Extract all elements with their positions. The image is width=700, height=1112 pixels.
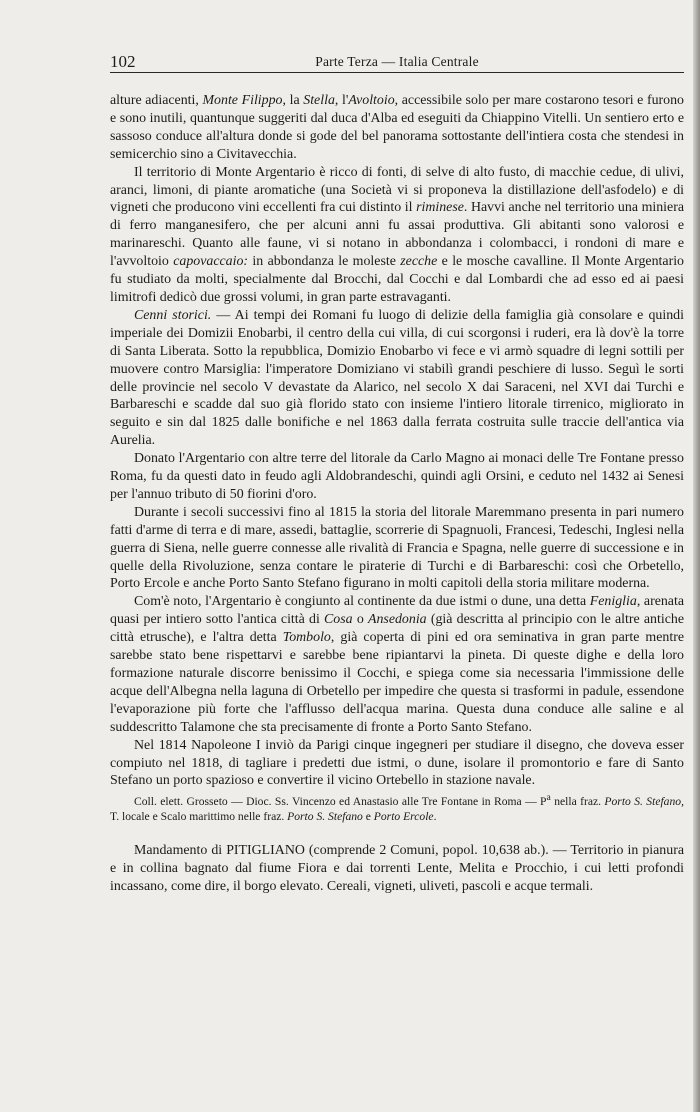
paragraph-durante: Durante i secoli successivi fino al 1815 la storia del litorale Maremmano presenta in pari numero fatti d'arme di terra e di mare, assedi, battaglie, scorrerie di Spagnuoli, Francesi, Tedeschi, Inglesi nella guerra di Siena, nelle guerre connesse alle rivalità di Francia e Spagna, nelle guerre di successione e in quelle della Rivoluzione, senza contare le piraterie di Turchi e di Barbareschi: così che Orbetello, Porto Ercole e anche Porto Santo Stefano figurano in molti capitoli della storia militare moderna.	[110, 504, 684, 592]
paragraph-donato: Donato l'Argentario con altre terre del litorale da Carlo Magno ai monaci delle Tre Fontane presso Roma, fu da questi dato in feudo agli Aldobrandeschi, quindi agli Orsini, e ceduto nel 1432 ai Senesi per l'annuo tributo di 50 fiorini d'oro.	[110, 451, 684, 502]
page-number: 102	[110, 52, 136, 71]
running-title: Parte Terza — Italia Centrale	[315, 54, 479, 69]
paragraph-alture: alture adiacenti, Monte Filippo, la Stella, l'Avoltoio, accessibile solo per mare costarono tesori e furono e sono inutili, quantunque suggeriti dal duca d'Alba ed eseguiti da Chiappino Vitelli. Un sentiero erto e sassoso conduce all'altura donde si gode del bel panorama sottostante dell'intiera costa che stendesi in semicerchio sino a Civitavecchia.	[110, 93, 685, 162]
paragraph-cenni-storici: Cenni storici. — Ai tempi dei Romani fu luogo di delizie della famiglia già consolare e quindi imperiale dei Domizii Enobarbi, il centro della cui villa, di cui scorgonsi i ruderi, era là dov'è la torre di Santa Liberata. Sotto la repubblica, Domizio Enobarbo vi fece e vi armò squadre di legni sottili per muovere contro Marsiglia: l'imperatore Domiziano vi stabilì grandi peschiere di lusso. Seguì le sorti delle provincie nel secolo V devastate da Alarico, nel secolo X dai Saraceni, nel XVI dai Turchi e Barbareschi e scadde dal suo già florido stato con insieme l'intiero litorale tirrenico, migliorato in seguito e sin dal 1825 dalle bonifiche e nel 1863 dalla ferrata costruita sulle traccie dell'antica via Aurelia.	[110, 307, 684, 449]
paragraph-napoleone: Nel 1814 Napoleone I inviò da Parigi cinque ingegneri per studiare il disegno, che doveva esser compiuto nel 1818, di tagliare i predetti due istmi, o dune, isolare il promontorio e fare di Santo Stefano un porto spazioso e convertire il vicino Ortebello in stazione navale.	[110, 737, 684, 789]
paragraph-istmi: Com'è noto, l'Argentario è congiunto al continente da due istmi o dune, una detta Feniglia, arenata quasi per intiero sotto l'antica città di Cosa o Ansedonia (già descritta al principio con le altre antiche città etrusche), e l'altra detta Tombolo, già coperta di pini ed ora seminativa in gran parte mentre sarebbe stato bene rispettarvi e sarebbe bene ripiantarvi la pineta. Di queste dighe e della loro formazione naturale discorre benissimo il Cocchi, e spiega come sia necessaria l'immissione delle acque dell'Albegna nella laguna di Orbetello per impedire che questa si trasformi in padule, essendone l'evaporazione più forte che l'afflusso dell'acqua marina. Questa duna conduce alle saline e al suddescritto Talamone che sta precisamente di fronte a Porto Santo Stefano.	[110, 594, 685, 735]
page-header	[110, 52, 684, 73]
administrative-references: Coll. elett. Grosseto — Dioc. Ss. Vincenzo ed Anastasio alle Tre Fontane in Roma — $P^a$ nella fraz. Porto S. Stefano, T. locale e Scalo marittimo nelle fraz. Porto S. Stefano e Porto Ercole.	[110, 792, 684, 824]
page-body	[110, 92, 684, 896]
page-edge-shadow	[693, 0, 700, 1112]
paragraph-mandamento-pitigliano: Mandamento di PITIGLIANO (comprende 2 Comuni, popol. 10,638 ab.). — Territorio in pianura e in collina bagnato dal fiume Fiora e dai torrenti Lente, Melita e Procchio, i cui letti profondi incassano, come dire, il borgo elevato. Cereali, vigneti, uliveti, pascoli e acque termali.	[110, 843, 684, 895]
paragraph-territorio: Il territorio di Monte Argentario è ricco di fonti, di selve di alto fusto, di macchie cedue, di ulivi, aranci, limoni, di piante aromatiche (una Società vi si proponeva la distillazione dell'asfodelo) e di vigneti che producono vini eccellenti fra cui distinto il riminese. Havvi anche nel territorio una miniera di ferro manganesifero, che per alcuni anni fu assai produttiva. Gli abitanti sono valorosi e marinareschi. Quanto alle faune, vi si notano in abbondanza i colombacci, i rondoni di mare e l'avvoltoio capovaccaio: in abbondanza le moleste zecche e le mosche cavalline. Il Monte Argentario fu studiato da molti, specialmente dal Brocchi, dal Cocchi e dal Lombardi che ad esso ed ai paesi limitrofi dedicò due grossi volumi, in gran parte estravaganti.	[110, 164, 684, 305]
